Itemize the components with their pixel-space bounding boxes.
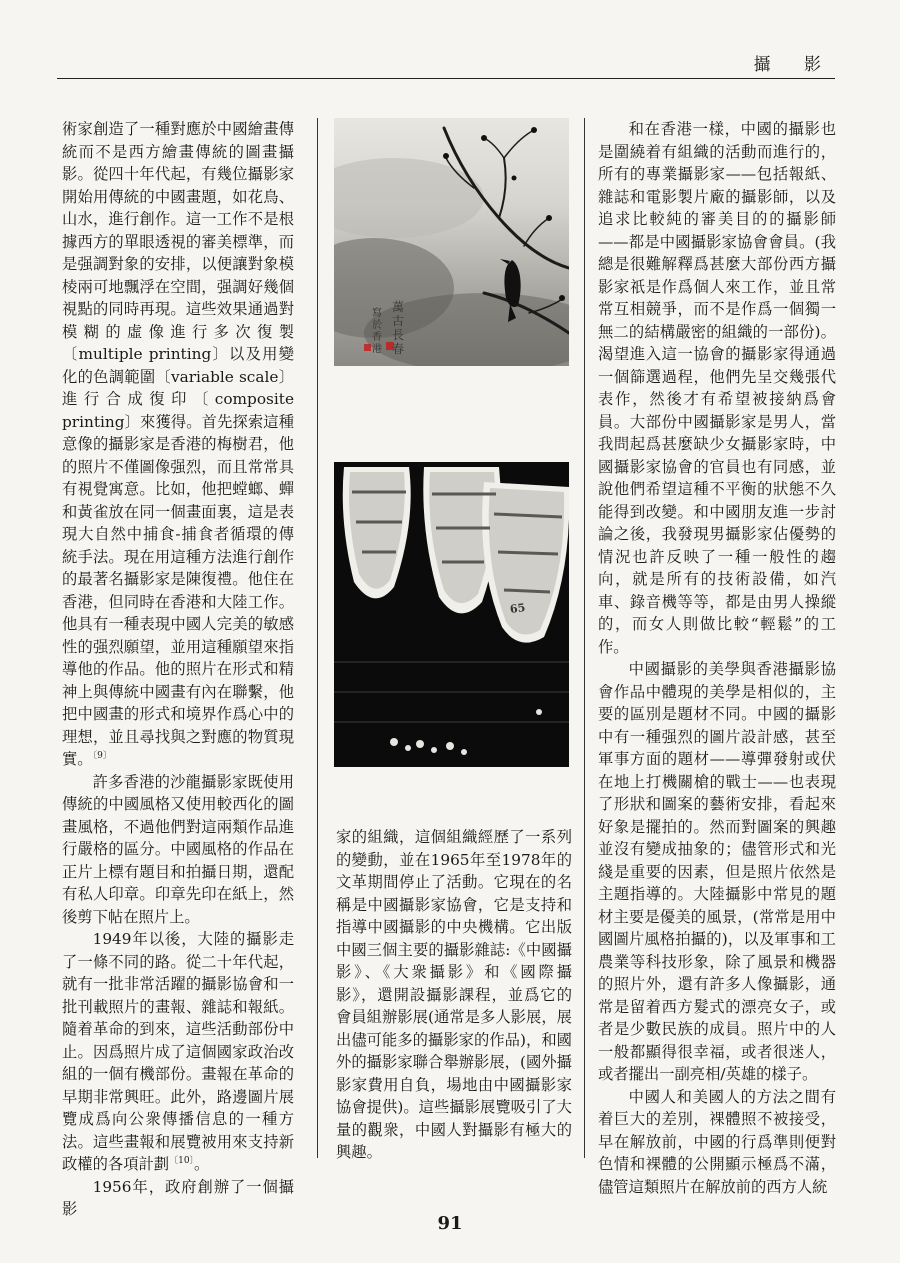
page-number: 91	[437, 1213, 463, 1234]
paragraph	[62, 118, 294, 771]
running-header	[57, 48, 835, 79]
punctuation: 。	[194, 1155, 210, 1173]
paragraph-text: 術家創造了一種對應於中國繪畫傳統而不是西方繪畫傳統的圖畫攝影。從四十年代起，有幾位攝影家開始用傳統的中國畫題，如花鳥、山水，進行創作。這一工作不是根據西方的單眼透視的審美標準，而是强調對象的安排，以便讓對象模棱兩可地飄浮在空間，强調好幾個視點的同時再現。這些效果通過對模糊的虛像進行多次復製〔multiple printing〕以及用變化的色調範圍〔variable scale〕進行合成復印〔composite printing〕來獲得。首先探索這種意像的攝影家是香港的梅樹君，他的照片不僅圖像强烈，而且常常具有視覺寓意。比如，他把螳螂、蟬和黃雀放在同一個畫面裏，這是表現大自然中捕食-捕食者循環的傳統手法。現在用這種方法進行創作的最著名攝影家是陳復禮。他住在香港，但同時在香港和大陸工作。他具有一種表現中國人完美的敏感性的强烈願望，並用這種願望來指導他的作品。他的照片在形式和精神上與傳統中國畫有內在聯繫，他把中國畫的形式和境界作爲心中的理想，並且尋找與之對應的物質現實。	[62, 120, 294, 768]
boat-number: 65	[509, 600, 527, 617]
footnote-ref: 〔9〕	[92, 750, 112, 761]
paragraph: 1956年，政府創辦了一個攝影	[62, 1177, 294, 1218]
left-column	[62, 118, 294, 1221]
column-rule-right	[584, 118, 585, 1158]
boats-illustration	[334, 462, 569, 767]
paragraph: 中國人和美國人的方法之間有着巨大的差別，裸體照不被接受，早在解放前，中國的行爲準則便對色情和裸體的公開顯示極爲不滿，儘管這類照片在解放前的西方人統	[598, 1087, 836, 1196]
column-rule-left	[317, 118, 318, 1158]
footnote-ref: 〔10〕	[169, 1155, 195, 1166]
paragraph: 和在香港一樣，中國的攝影也是圍繞着有組織的活動而進行的，所有的專業攝影家——包括報紙、雜誌和電影製片廠的攝影師，以及追求比較純的審美目的的攝影師——都是中國攝影家協會會員。(我總是很難解釋爲甚麼大部份西方攝影家祇是作爲個人來工作，並且常常互相競爭，而不是作爲一個獨一無二的結構嚴密的組織的一部份)。渴望進入這一協會的攝影家得通過一個篩選過程，他們先呈交幾張代表作，然後才有希望被接納爲會員。大部份中國攝影家是男人，當我問起爲甚麼缺少女攝影家時，中國攝影家協會的官員也有同感，並說他們希望這種不平衡的狀態不久能得到改變。和中國朋友進一步討論之後，我發現男攝影家佔優勢的情況也許反映了一種一般性的趨向，就是所有的技術設備，如汽車、錄音機等等，都是由男人操縱的，而女人則做比較“輕鬆”的工作。	[598, 120, 836, 656]
photo-inscription: 萬 古 長 春	[392, 300, 405, 356]
paragraph-text: 1949年以後，大陸的攝影走了一條不同的路。從二十年代起，就有一批非常活躍的攝影協會和一批刊載照片的畫報、雜誌和報紙。隨着革命的到來，這些活動部份中止。因爲照片成了這個國家政治改組的一個有機部份。畫報在革命的早期非常興旺。此外，路邊圖片展覽成爲向公衆傳播信息的一種方法。這些畫報和展覽被用來支持新政權的各項計劃	[62, 930, 294, 1173]
middle-column	[336, 826, 572, 1164]
paragraph: 許多香港的沙龍攝影家既使用傳統的中國風格又使用較西化的圖畫風格，不過他們對這兩類作品進行嚴格的區分。中國風格的作品在正片上標有題目和拍攝日期，還配有私人印章。印章先印在紙上，然後剪下帖在照片上。	[62, 772, 294, 926]
bird-branch-illustration	[334, 118, 569, 366]
photo-bird-on-branch	[334, 118, 569, 366]
paragraph	[62, 928, 294, 1176]
photo-inscription: 寫 於 香 港	[372, 308, 382, 355]
section-title: 攝 影	[753, 55, 835, 75]
paragraph: 家的組織，這個組織經歷了一系列的變動，並在1965年至1978年的文革期間停止了活動。它現在的名稱是中國攝影家協會，它是支持和指導中國攝影的中央機構。它出版中國三個主要的攝影雜誌:《中國攝影》、《大衆攝影》和《國際攝影》，還開設攝影課程，並爲它的會員組辦影展(通常是多人影展，展出儘可能多的攝影家的作品)，和國外的攝影家聯合舉辦影展，(國外攝影家費用自負，場地由中國攝影家協會提供)。這些攝影展覽吸引了大量的觀衆，中國人對攝影有極大的興趣。	[336, 828, 572, 1161]
photo-moored-boats	[334, 462, 569, 767]
paragraph: 中國攝影的美學與香港攝影協會作品中體現的美學是相似的，主要的區別是題材不同。中國的攝影中有一種强烈的圖片設計感，甚至軍事方面的題材——導彈發射或伏在地上打機關槍的戰士——也表現了形狀和圖案的藝術安排，看起來好象是擺拍的。然而對圖案的興趣並沒有變成抽象的；儘管形式和光綫是重要的因素，但是照片依然是主題指導的。大陸攝影中常見的題材主要是優美的風景，(常常是用中國圖片風格拍攝的)，以及軍事和工農業等科技形象，除了風景和機器的照片外，還有許多人像攝影，通常是留着西方髮式的漂亮女子，或者是少數民族的成員。照片中的人一般都顯得很幸福，或者很迷人，或者擺出一副亮相/英雄的樣子。	[598, 660, 836, 1083]
right-column	[598, 118, 836, 1198]
